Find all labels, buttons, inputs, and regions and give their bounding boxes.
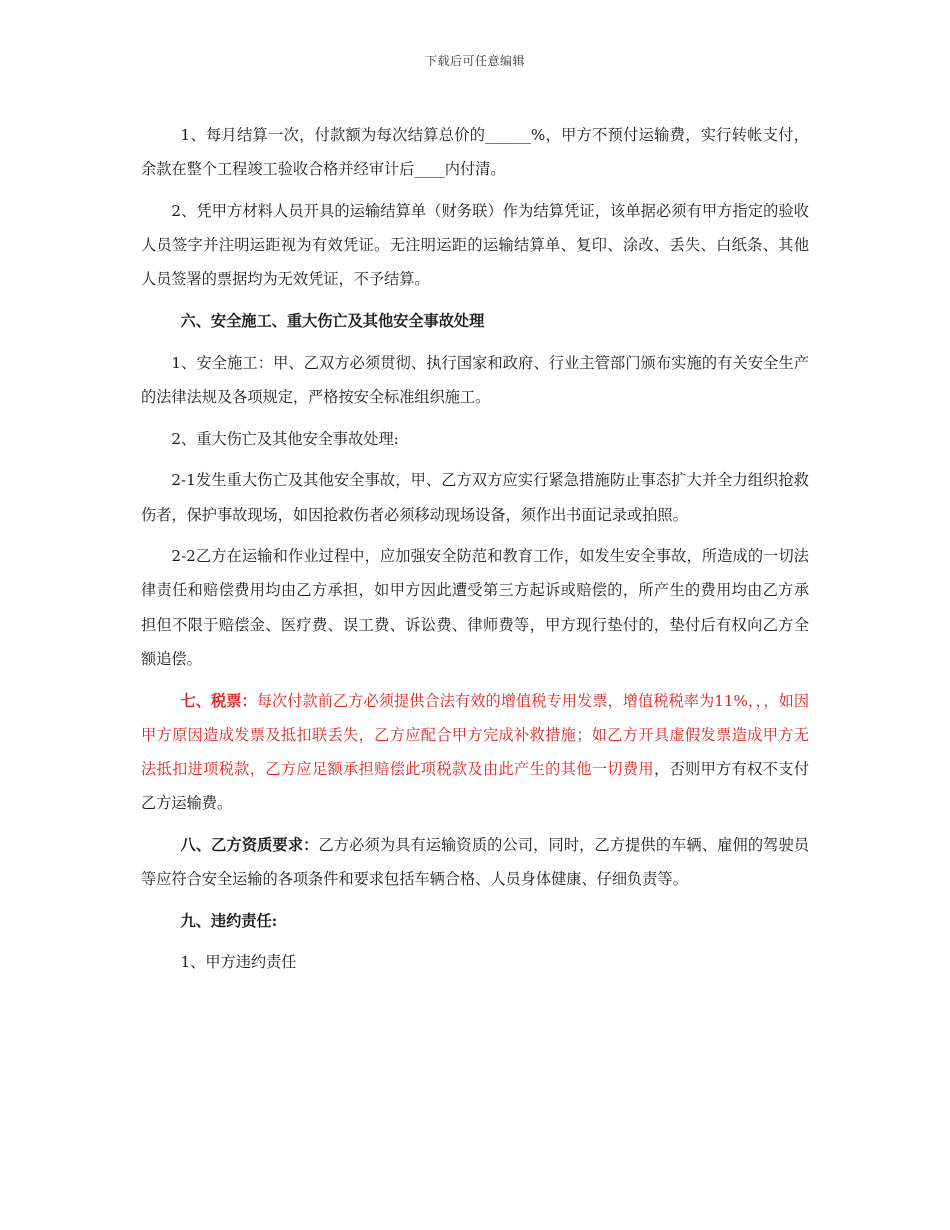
section-7-tail: ，否则甲方有权不支付乙方运输费。	[141, 759, 810, 813]
section-7-tax	[141, 684, 809, 821]
safety-clause-1: 1、安全施工：甲、乙双方必须贯彻、执行国家和政府、行业主管部门颁布实施的有关安全生产的法律法规及各项规定，严格按安全标准组织施工。	[141, 353, 809, 406]
breach-clause-1: 1、甲方违约责任	[180, 953, 297, 972]
section-8-qualification	[141, 828, 809, 896]
document-body	[141, 118, 809, 987]
safety-clause-2: 2、重大伤亡及其他安全事故处理:	[171, 429, 399, 448]
section-9-heading: 九、违约责任:	[180, 911, 278, 930]
section-8-label: 八、乙方资质要求：	[180, 835, 319, 854]
safety-clause-2-2: 2-2乙方在运输和作业过程中，应加强安全防范和教育工作，如发生安全事故，所造成的一切法律责任和赔偿费用均由乙方承担，如甲方因此遭受第三方起诉或赔偿的，所产生的费用均由乙方承担但不限于赔偿金、医疗费、误工费、诉讼费、律师费等，甲方现行垫付的，垫付后有权向乙方全额追偿。	[141, 547, 809, 668]
page-header: 下载后可任意编辑	[424, 54, 525, 68]
section-7-label: 七、税票：	[180, 691, 257, 710]
section-8-body: 乙方必须为具有运输资质的公司，同时，乙方提供的车辆、雇佣的驾驶员等应符合安全运输的各项条件和要求包括车辆合格、人员身体健康、仔细负责等。	[141, 835, 810, 889]
section-7-red-text: 每次付款前乙方必须提供合法有效的增值税专用发票，增值税税率为11%，，，如因甲方原因造成发票及抵扣联丢失，乙方应配合甲方完成补救措施；如乙方开具虚假发票造成甲方无法抵扣进项税款，乙方应足额承担赔偿此项税款及由此产生的其他一切费用	[141, 691, 810, 778]
payment-clause-2: 2、凭甲方材料人员开具的运输结算单（财务联）作为结算凭证，该单据必须有甲方指定的验收人员签字并注明运距视为有效凭证。无注明运距的运输结算单、复印、涂改、丢失、白纸条、其他人员签署的票据均为无效凭证，不予结算。	[141, 201, 809, 289]
section-6-heading: 六、安全施工、重大伤亡及其他安全事故处理	[180, 312, 485, 331]
safety-clause-2-1: 2-1发生重大伤亡及其他安全事故，甲、乙方双方应实行紧急措施防止事态扩大并全力组织抢救伤者，保护事故现场，如因抢救伤者必须移动现场设备，须作出书面记录或拍照。	[141, 471, 809, 524]
payment-clause-1: 1、每月结算一次，付款额为每次结算总价的______%，甲方不预付运输费，实行转帐支付，余款在整个工程竣工验收合格并经审计后____内付清。	[141, 126, 809, 179]
